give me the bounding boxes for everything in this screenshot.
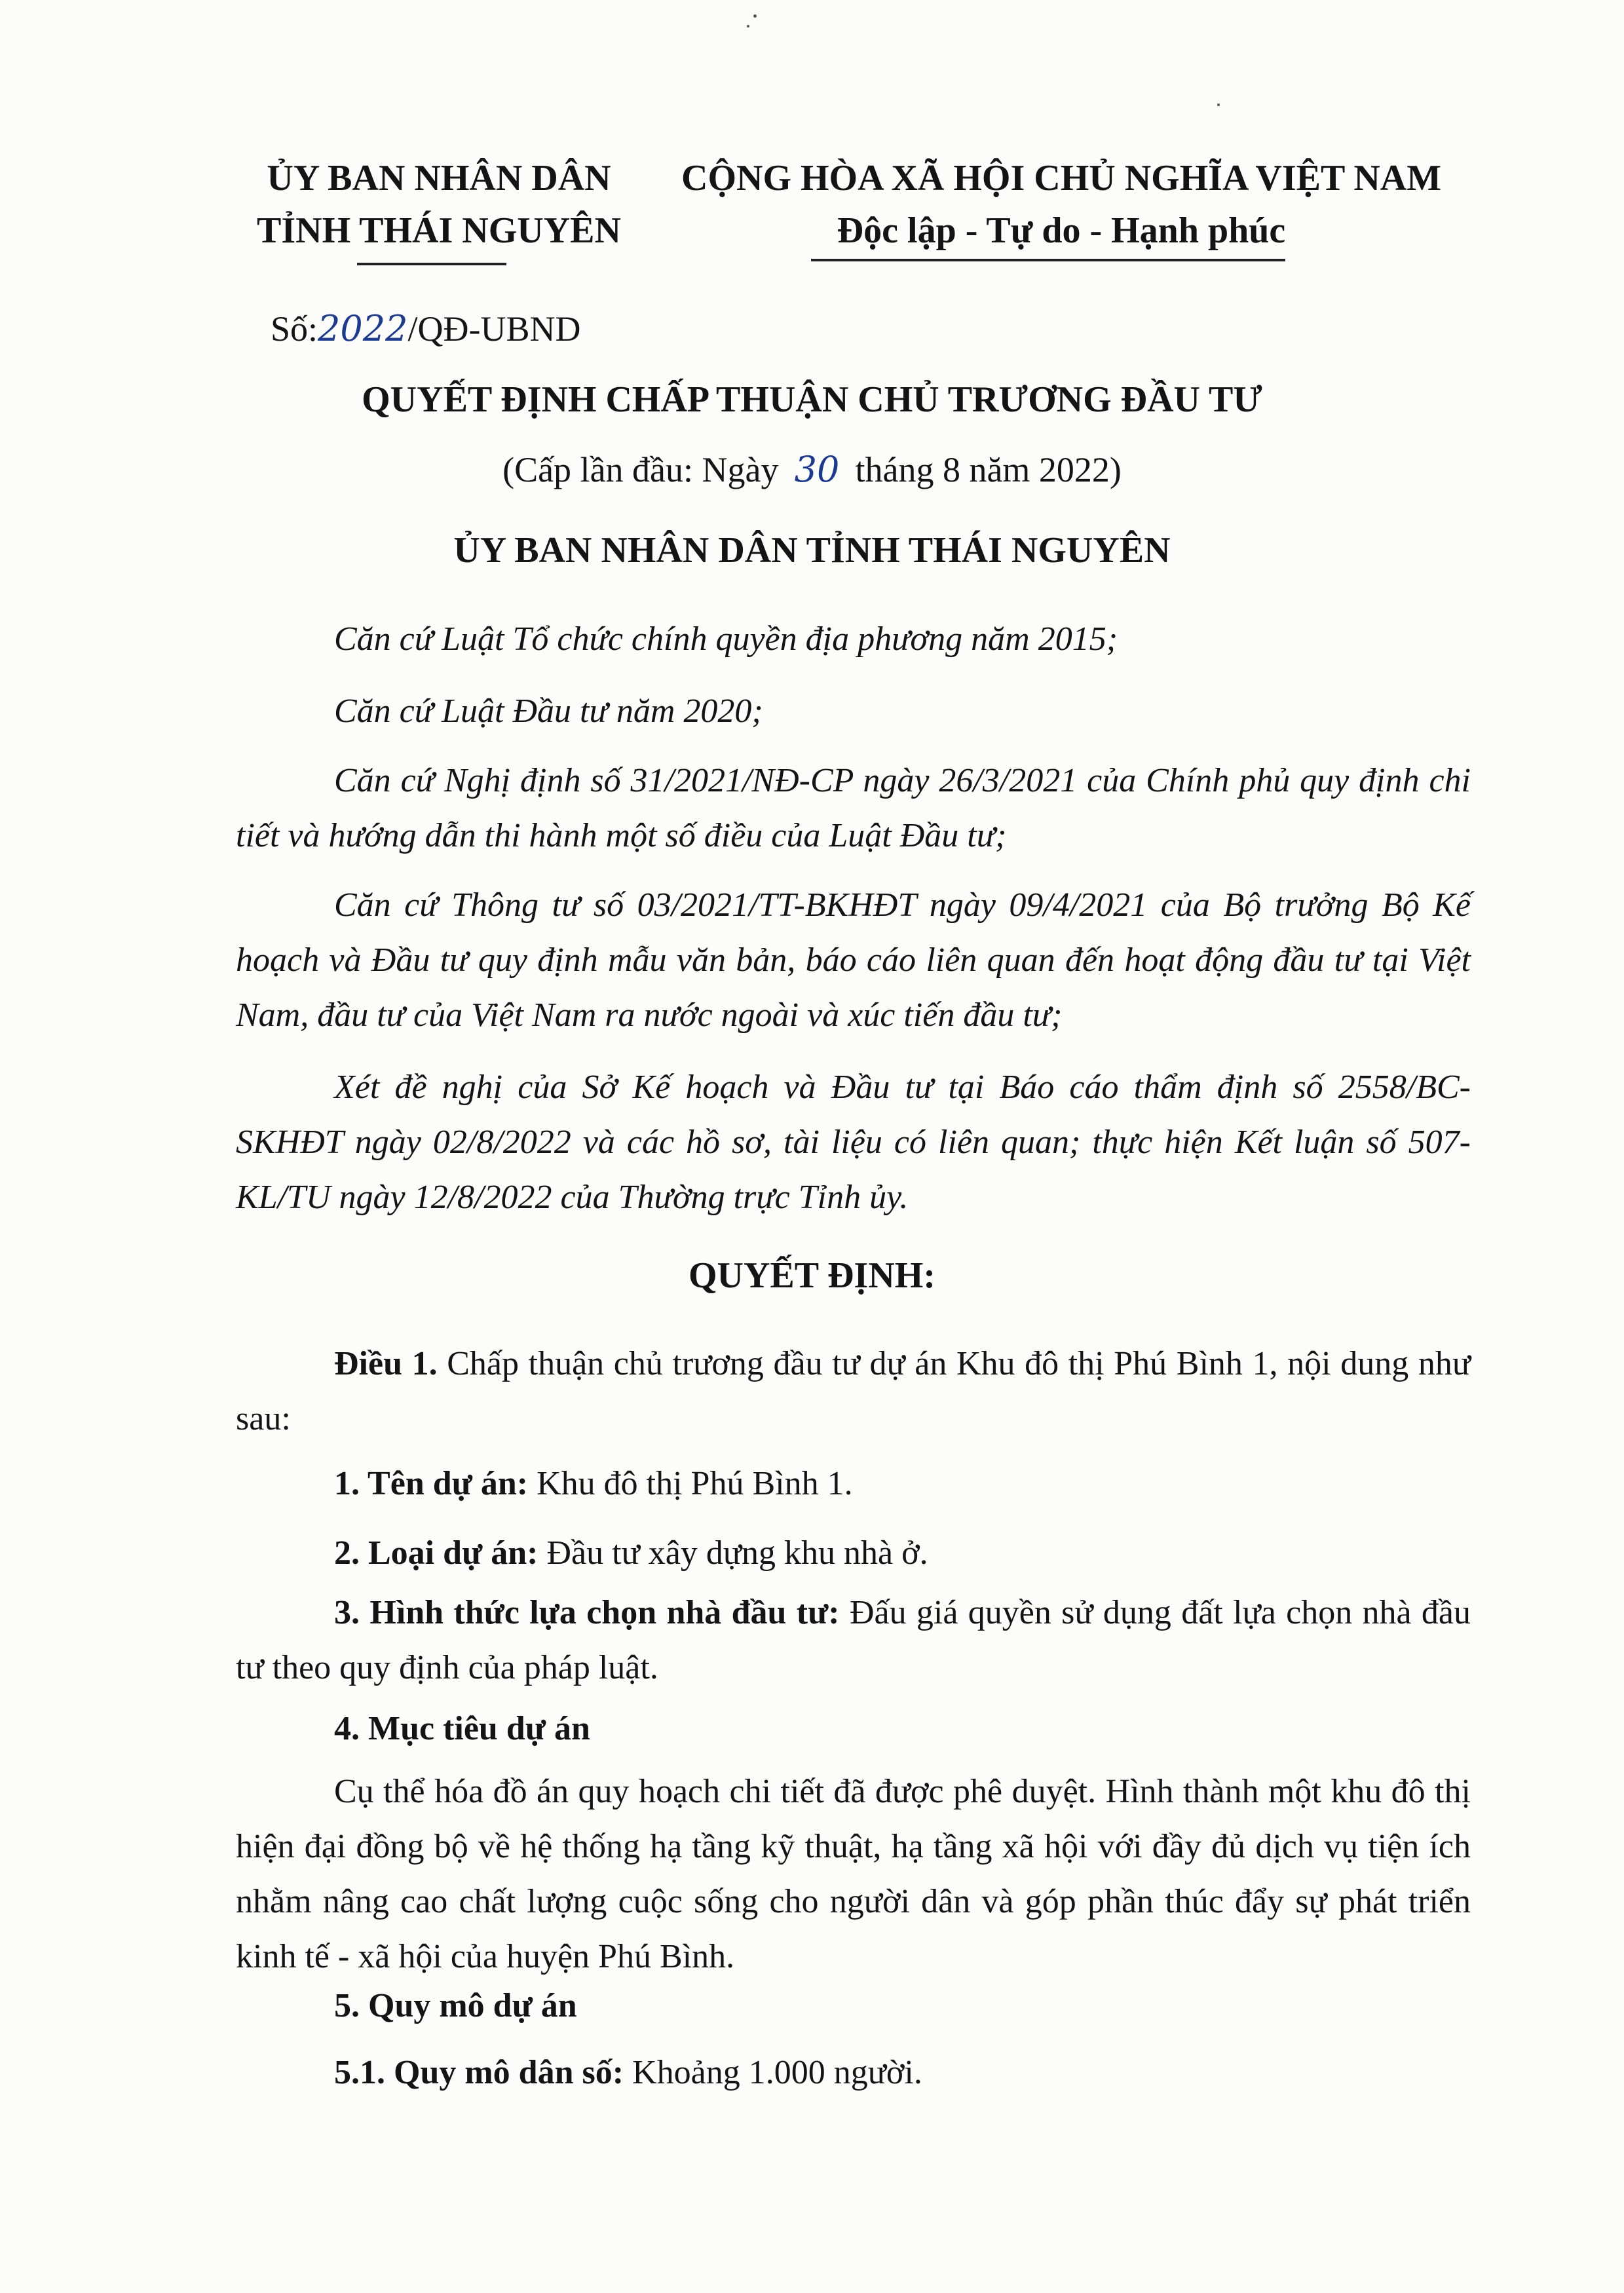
- item-text: Đầu tư xây dựng khu nhà ở.: [538, 1534, 928, 1572]
- item-text: Đấu giá quyền sử dụng đất lựa chọn nhà đầu tư theo quy định của pháp luật.: [236, 1594, 1471, 1686]
- legal-basis-4: Căn cứ Thông tư số 03/2021/TT-BKHĐT ngày 09/4/2021 của Bộ trưởng Bộ Kế hoạch và Đầu tư quy định mẫu văn bản, báo cáo liên quan đến hoạt động đầu tư tại Việt Nam, đầu tư của Việt Nam ra nước ngoài và xúc tiến đầu tư;: [236, 886, 1471, 1034]
- legal-basis-5: Xét đề nghị của Sở Kế hoạch và Đầu tư tại Báo cáo thẩm định số 2558/BC-SKHĐT ngày 02/8/2022 và các hồ sơ, tài liệu có liên quan; thực hiện Kết luận số 507-KL/TU ngày 12/8/2022 của Thường trực Tỉnh ủy.: [236, 1069, 1471, 1216]
- handwritten-number: 2022: [318, 308, 408, 349]
- legal-basis-3: Căn cứ Nghị định số 31/2021/NĐ-CP ngày 26/3/2021 của Chính phủ quy định chi tiết và hướng dẫn thi hành một số điều của Luật Đầu tư;: [236, 762, 1471, 854]
- national-title: CỘNG HÒA XÃ HỘI CHỦ NGHĨA VIỆT NAM: [681, 158, 1442, 199]
- item-population-scale: [236, 2045, 1471, 2100]
- article-1-text: Chấp thuận chủ trương đầu tư dự án Khu đô thị Phú Bình 1, nội dung như sau:: [236, 1345, 1471, 1437]
- issue-date-prefix: (Cấp lần đầu: Ngày: [502, 450, 779, 489]
- legal-basis-1: Căn cứ Luật Tổ chức chính quyền địa phương năm 2015;: [334, 620, 1118, 658]
- issue-date: [0, 449, 1624, 490]
- issuing-authority-line2: TỈNH THÁI NGUYÊN: [257, 210, 621, 251]
- scan-speck: [747, 25, 749, 28]
- item-label: 5. Quy mô dự án: [334, 1987, 577, 2024]
- item-text: Khu đô thị Phú Bình 1.: [528, 1465, 853, 1502]
- header-right-underline: [811, 259, 1285, 261]
- document-number-suffix: /QĐ-UBND: [407, 309, 581, 349]
- item-label: 5.1. Quy mô dân số:: [334, 2054, 624, 2091]
- item-label: 4. Mục tiêu dự án: [334, 1710, 590, 1747]
- document-number-prefix: Số:: [271, 309, 318, 349]
- item-investor-selection: [236, 1585, 1471, 1696]
- header-left-underline: [357, 263, 506, 265]
- issuing-authority-line1: ỦY BAN NHÂN DÂN: [267, 158, 611, 199]
- item-label: 2. Loại dự án:: [334, 1534, 538, 1572]
- item-project-name: [236, 1456, 1471, 1511]
- document-title: QUYẾT ĐỊNH CHẤP THUẬN CHỦ TRƯƠNG ĐẦU TƯ: [362, 379, 1262, 420]
- issue-date-suffix: tháng 8 năm 2022): [855, 450, 1122, 489]
- document-number: [271, 308, 580, 349]
- scan-speck: [1217, 104, 1220, 106]
- objectives-text: Cụ thể hóa đồ án quy hoạch chi tiết đã được phê duyệt. Hình thành một khu đô thị hiện đại đồng bộ về hệ thống hạ tầng kỹ thuật, hạ tầng xã hội với đầy đủ dịch vụ tiện ích nhằm nâng cao chất lượng cuộc sống cho người dân và góp phần thúc đẩy sự phát triển kinh tế - xã hội của huyện Phú Bình.: [236, 1773, 1471, 1975]
- scan-speck: [753, 14, 757, 18]
- decision-heading: QUYẾT ĐỊNH:: [688, 1255, 935, 1296]
- item-project-type: [236, 1526, 1471, 1581]
- item-label: 3. Hình thức lựa chọn nhà đầu tư:: [334, 1594, 840, 1631]
- item-text: Khoảng 1.000 người.: [624, 2054, 922, 2091]
- handwritten-day: 30: [794, 449, 840, 490]
- article-1-label: Điều 1.: [334, 1345, 438, 1382]
- authority-heading: ỦY BAN NHÂN DÂN TỈNH THÁI NGUYÊN: [453, 530, 1171, 571]
- national-motto: Độc lập - Tự do - Hạnh phúc: [837, 210, 1286, 251]
- item-scale-heading: [236, 1979, 1471, 2034]
- item-label: 1. Tên dự án:: [334, 1465, 529, 1502]
- article-1: [236, 1336, 1471, 1447]
- legal-basis-2: Căn cứ Luật Đầu tư năm 2020;: [334, 692, 763, 730]
- item-objectives-heading: [236, 1701, 1471, 1756]
